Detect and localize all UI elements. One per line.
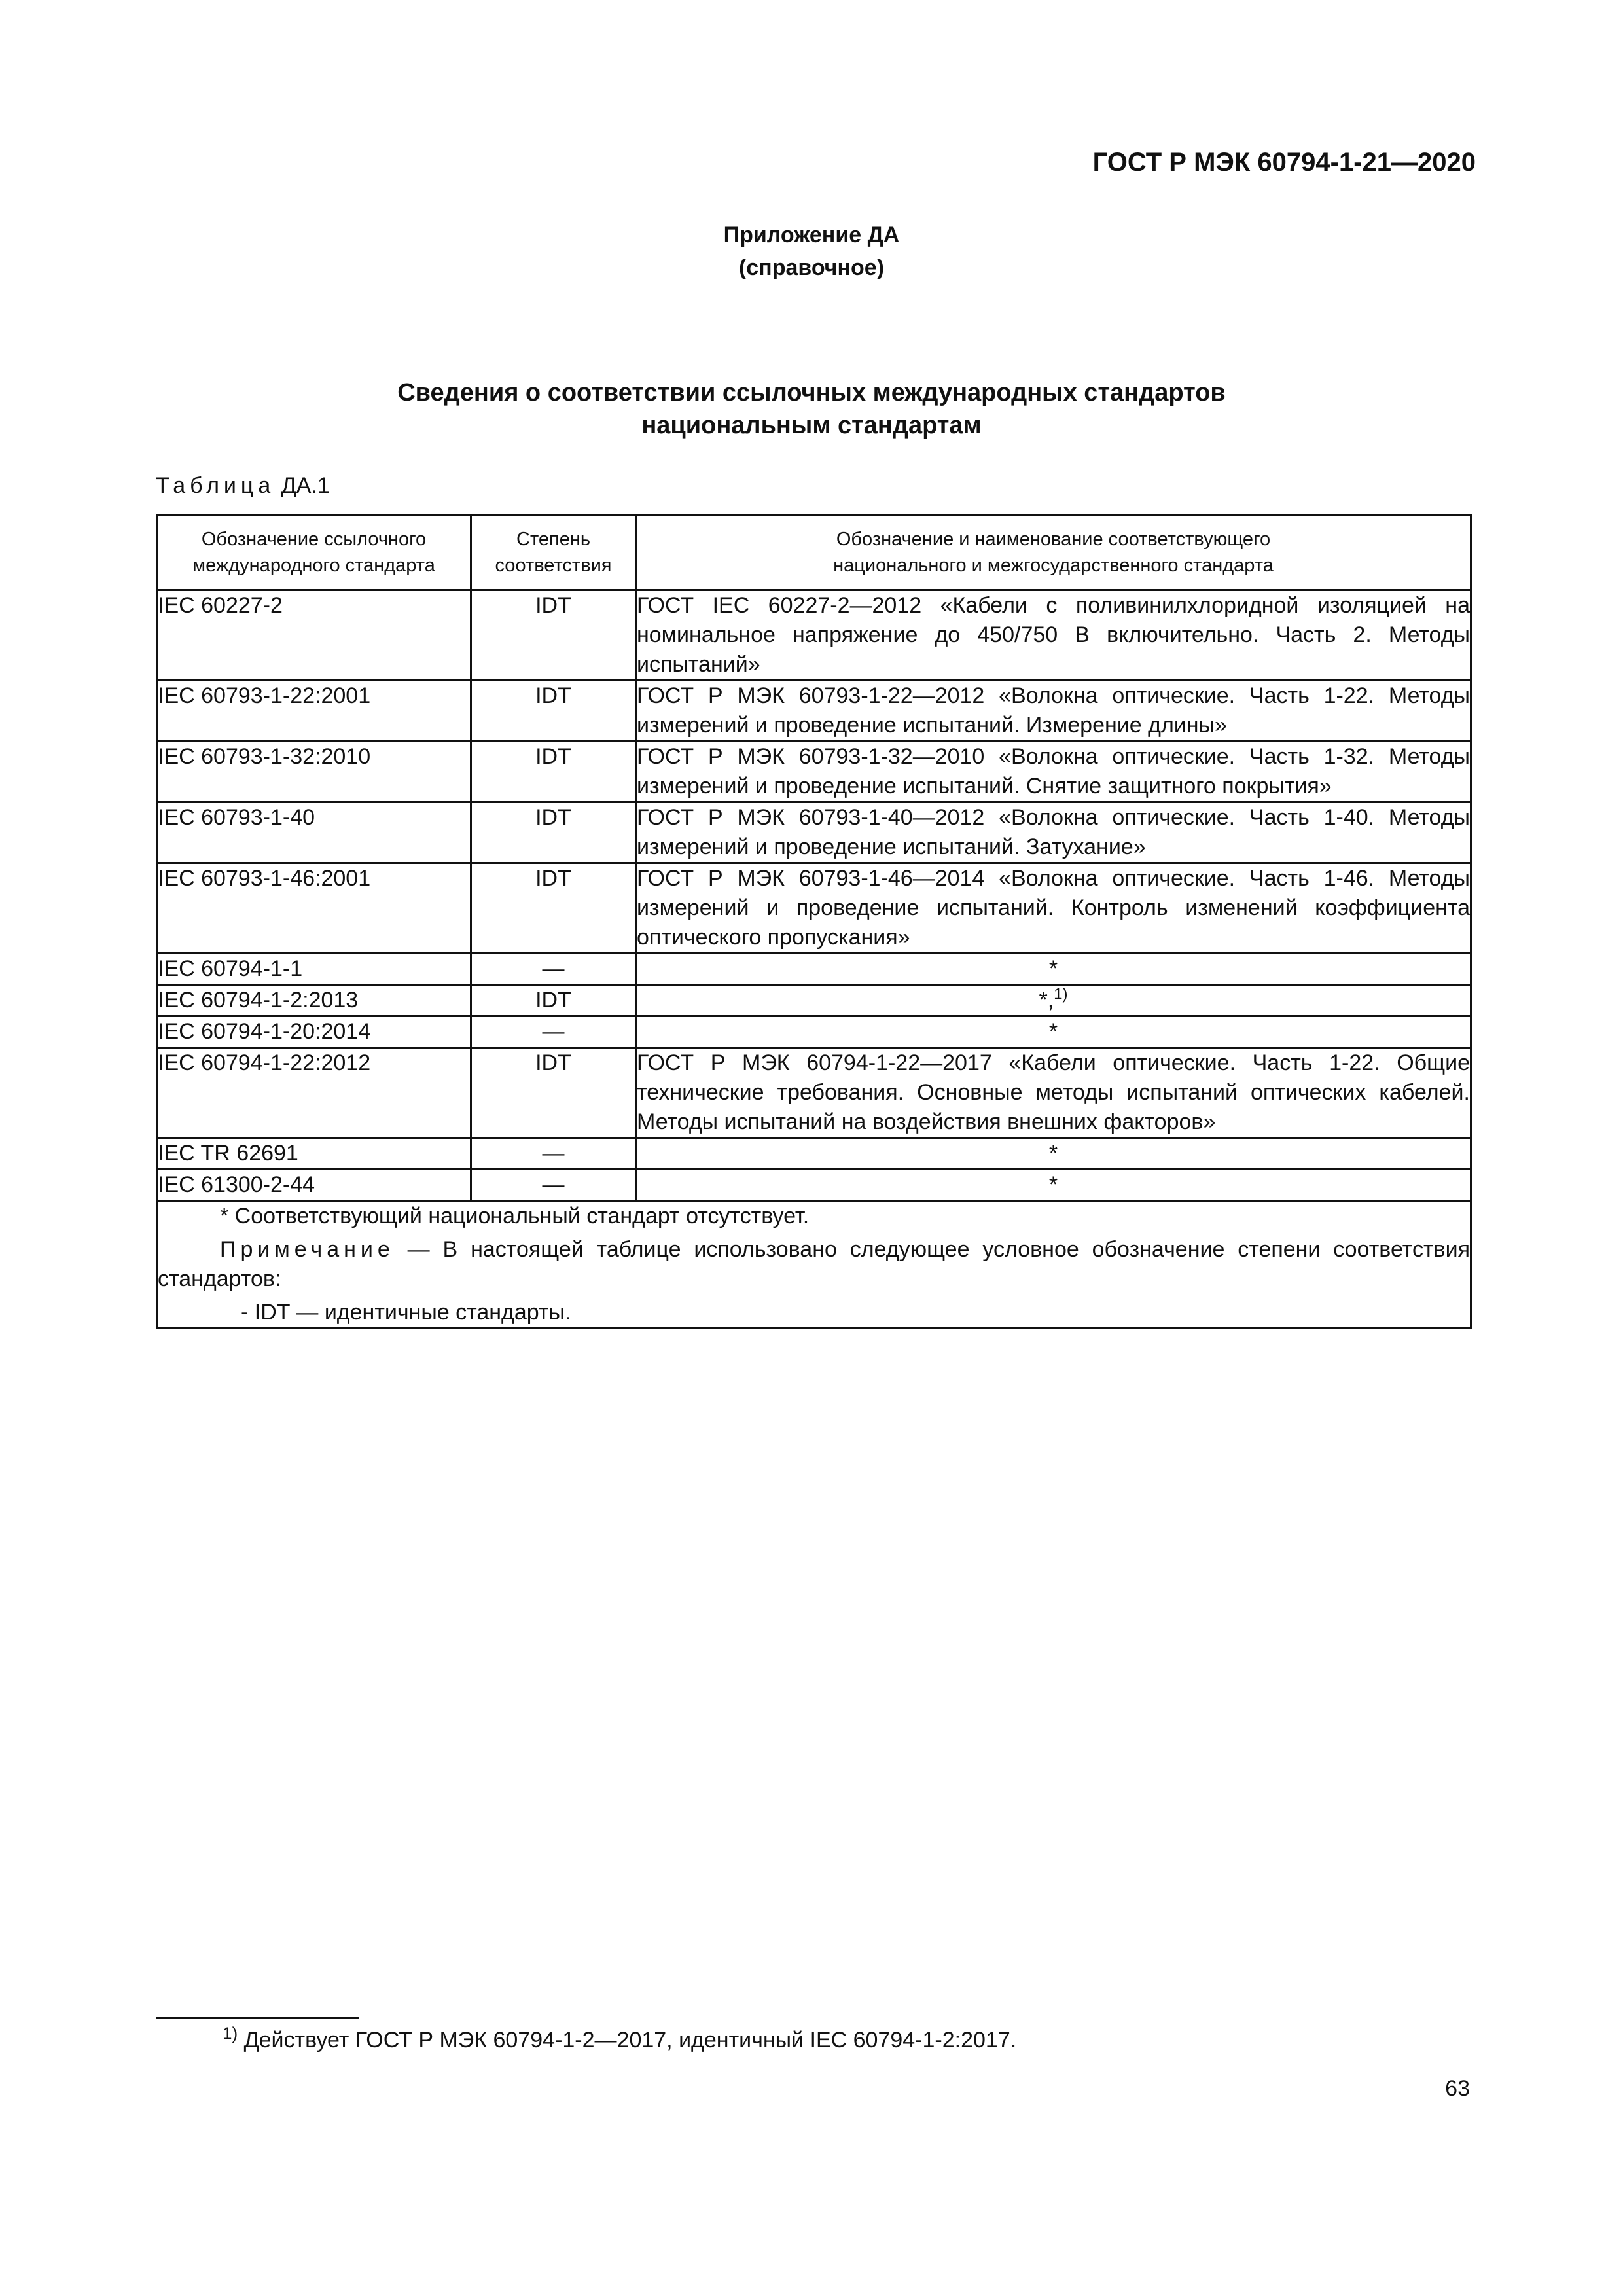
cell-national: ГОСТ IEC 60227-2—2012 «Кабели с поливинилхлоридной изоляцией на номинальное напряжение до 450/750 В включительно. Часть 2. Методы испытаний» xyxy=(636,590,1471,681)
header-reference-standard xyxy=(157,515,471,590)
cell-national: * xyxy=(636,1170,1471,1201)
annex-title: Приложение ДА xyxy=(723,223,900,247)
footnote-separator xyxy=(156,2017,359,2019)
note-list-item: - IDT — идентичные стандарты. xyxy=(241,1300,571,1325)
table-row xyxy=(157,863,1471,954)
table-row xyxy=(157,590,1471,681)
section-title-line2: национальным стандартам xyxy=(641,412,982,439)
note-paragraph xyxy=(158,1235,1470,1294)
document-designation: ГОСТ Р МЭК 60794-1-21—2020 xyxy=(1092,148,1476,177)
header-national-standard xyxy=(636,515,1471,590)
cell-degree: — xyxy=(471,1016,636,1048)
table-label xyxy=(156,473,330,499)
cell-national: ГОСТ Р МЭК 60794-1-22—2017 «Кабели оптические. Часть 1-22. Общие технические требования. Основные методы испытаний оптических кабелей. Методы испытаний на воздействия внешних факторов» xyxy=(636,1048,1471,1138)
cell-degree: IDT xyxy=(471,590,636,681)
note-label: Примечание xyxy=(220,1237,395,1262)
cell-national xyxy=(636,985,1471,1016)
table-label-number: ДА.1 xyxy=(275,473,330,498)
table-row xyxy=(157,1170,1471,1201)
cell-reference: IEC 60793-1-40 xyxy=(157,802,471,863)
table-label-word: Таблица xyxy=(156,473,276,498)
cell-national: ГОСТ Р МЭК 60793-1-40—2012 «Волокна оптические. Часть 1-40. Методы измерений и проведение испытаний. Затухание» xyxy=(636,802,1471,863)
cell-national: * xyxy=(636,1016,1471,1048)
table-header-row xyxy=(157,515,1471,590)
footnote-text: Действует ГОСТ Р МЭК 60794-1-2—2017, идентичный IEC 60794-1-2:2017. xyxy=(238,2028,1017,2053)
footnote-marker: 1) xyxy=(223,2023,238,2043)
cell-reference: IEC 61300-2-44 xyxy=(157,1170,471,1201)
table-notes-row xyxy=(157,1201,1471,1329)
cell-reference: IEC 60794-1-20:2014 xyxy=(157,1016,471,1048)
table-row xyxy=(157,954,1471,985)
footnote-ref: 1) xyxy=(1054,985,1068,1003)
cell-national: * xyxy=(636,954,1471,985)
correspondence-table xyxy=(156,514,1472,1329)
cell-national: ГОСТ Р МЭК 60793-1-22—2012 «Волокна оптические. Часть 1-22. Методы измерений и проведение испытаний. Измерение длины» xyxy=(636,681,1471,742)
table-row xyxy=(157,1138,1471,1170)
header-col1-line2: международного стандарта xyxy=(192,555,435,576)
cell-degree: IDT xyxy=(471,1048,636,1138)
table-row xyxy=(157,985,1471,1016)
table-row xyxy=(157,742,1471,802)
cell-degree: IDT xyxy=(471,985,636,1016)
cell-reference: IEC TR 62691 xyxy=(157,1138,471,1170)
table-row xyxy=(157,1048,1471,1138)
cell-degree: — xyxy=(471,1170,636,1201)
page-number: 63 xyxy=(1445,2076,1470,2101)
annex-subtitle: (справочное) xyxy=(738,255,885,280)
cell-degree: IDT xyxy=(471,802,636,863)
table-row xyxy=(157,802,1471,863)
cell-degree: IDT xyxy=(471,742,636,802)
cell-reference: IEC 60794-1-2:2013 xyxy=(157,985,471,1016)
header-col3-line2: национального и межгосударственного стандарта xyxy=(833,555,1274,576)
header-col2-line1: Степень xyxy=(516,529,590,550)
cell-degree: — xyxy=(471,1138,636,1170)
cell-national: ГОСТ Р МЭК 60793-1-46—2014 «Волокна оптические. Часть 1-46. Методы измерений и проведение испытаний. Контроль изменений коэффициента оптического пропускания» xyxy=(636,863,1471,954)
cell-national: * xyxy=(636,1138,1471,1170)
note-text: — В настоящей таблице использовано следующее условное обозначение степени соответствия стандартов: xyxy=(158,1237,1470,1291)
cell-degree: — xyxy=(471,954,636,985)
star-mark: *, xyxy=(1039,988,1054,1013)
cell-degree: IDT xyxy=(471,863,636,954)
cell-reference: IEC 60794-1-1 xyxy=(157,954,471,985)
section-title xyxy=(0,376,1623,442)
cell-reference: IEC 60793-1-22:2001 xyxy=(157,681,471,742)
cell-degree: IDT xyxy=(471,681,636,742)
footnote xyxy=(223,2023,1017,2053)
table-row xyxy=(157,1016,1471,1048)
cell-reference: IEC 60794-1-22:2012 xyxy=(157,1048,471,1138)
header-degree xyxy=(471,515,636,590)
cell-reference: IEC 60793-1-46:2001 xyxy=(157,863,471,954)
header-col2-line2: соответствия xyxy=(495,555,612,576)
header-col1-line1: Обозначение ссылочного xyxy=(201,529,427,550)
star-note: * Соответствующий национальный стандарт отсутствует. xyxy=(220,1204,810,1229)
cell-reference: IEC 60227-2 xyxy=(157,590,471,681)
header-col3-line1: Обозначение и наименование соответствующего xyxy=(836,529,1271,550)
table-row xyxy=(157,681,1471,742)
cell-reference: IEC 60793-1-32:2010 xyxy=(157,742,471,802)
section-title-line1: Сведения о соответствии ссылочных международных стандартов xyxy=(397,379,1226,406)
cell-national: ГОСТ Р МЭК 60793-1-32—2010 «Волокна оптические. Часть 1-32. Методы измерений и проведение испытаний. Снятие защитного покрытия» xyxy=(636,742,1471,802)
table-notes xyxy=(157,1201,1471,1329)
